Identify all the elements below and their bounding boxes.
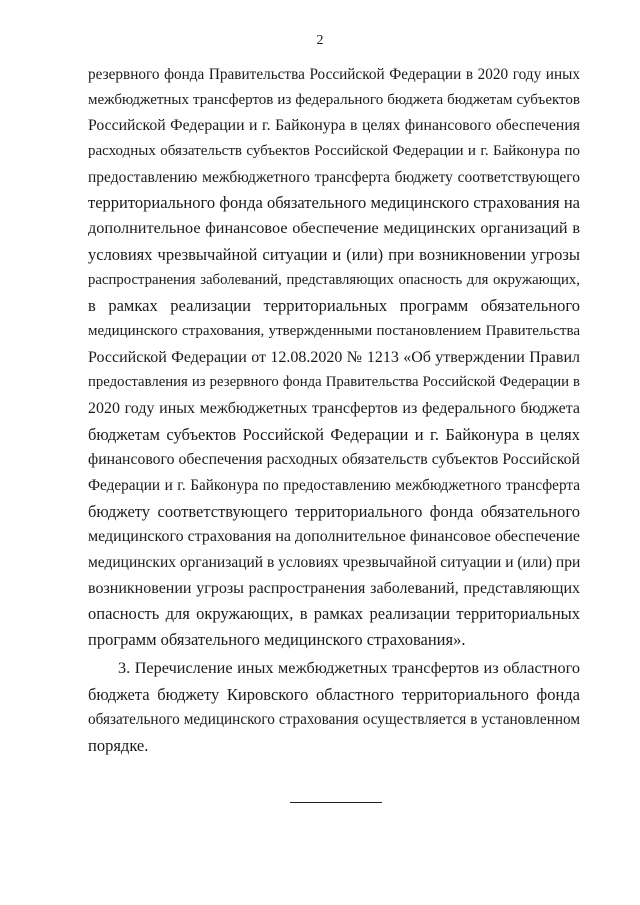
text-line: медицинского страхования на дополнительное финансовое обеспечение xyxy=(88,528,581,546)
text-line: расходных обязательств субъектов Российской Федерации и г. Байконура по xyxy=(88,143,580,160)
text-line: порядке. xyxy=(88,736,149,756)
text-line: дополнительное финансовое обеспечение медицинских организаций в xyxy=(88,219,580,238)
text-line: территориального фонда обязательного медицинского страхования на xyxy=(88,193,580,213)
end-of-document-rule xyxy=(290,802,382,803)
text-line: распространения заболеваний, представляющих опасность для окружающих, xyxy=(88,271,580,288)
text-line: условиях чрезвычайной ситуации и (или) при возникновении угрозы xyxy=(88,244,580,264)
text-line: финансового обеспечения расходных обязательств субъектов Российской xyxy=(88,451,580,469)
text-line: бюджета бюджету Кировского областного территориального фонда xyxy=(88,684,580,704)
text-line: возникновении угрозы распространения заболеваний, представляющих xyxy=(88,579,580,597)
text-line: опасность для окружающих, в рамках реализации территориальных xyxy=(88,604,580,624)
text-line: в рамках реализации территориальных программ обязательного xyxy=(88,296,580,316)
text-line: Российской Федерации от 12.08.2020 № 1213 «Об утверждении Правил xyxy=(88,348,580,366)
text-line: межбюджетных трансфертов из федерального бюджета бюджетам субъектов xyxy=(88,91,580,108)
paragraph-continuation xyxy=(88,62,580,653)
text-line: программ обязательного медицинского страхования». xyxy=(88,630,466,650)
text-line: предоставлению межбюджетного трансферта бюджету соответствующего xyxy=(88,168,580,186)
text-line: Российской Федерации и г. Байконура в целях финансового обеспечения xyxy=(88,117,580,135)
text-line: Федерации и г. Байконура по предоставлению межбюджетного трансферта xyxy=(88,477,580,494)
text-line: бюджету соответствующего территориального фонда обязательного xyxy=(88,501,580,521)
page-number: 2 xyxy=(316,33,324,48)
paragraph-3 xyxy=(88,656,580,759)
text-line: резервного фонда Правительства Российской Федерации в 2020 году иных xyxy=(88,66,580,83)
text-line: предоставления из резервного фонда Правительства Российской Федерации в xyxy=(88,374,580,391)
text-line: медицинского страхования, утвержденными постановлением Правительства xyxy=(88,322,580,339)
text-line: медицинских организаций в условиях чрезвычайной ситуации и (или) при xyxy=(88,554,581,572)
text-line: 3. Перечисление иных межбюджетных трансфертов из областного xyxy=(118,659,580,677)
text-line: обязательного медицинского страхования осуществляется в установленном xyxy=(88,711,580,729)
text-line: 2020 году иных межбюджетных трансфертов из федерального бюджета xyxy=(88,399,580,417)
text-line: бюджетам субъектов Российской Федерации и г. Байконура в целях xyxy=(88,424,580,444)
